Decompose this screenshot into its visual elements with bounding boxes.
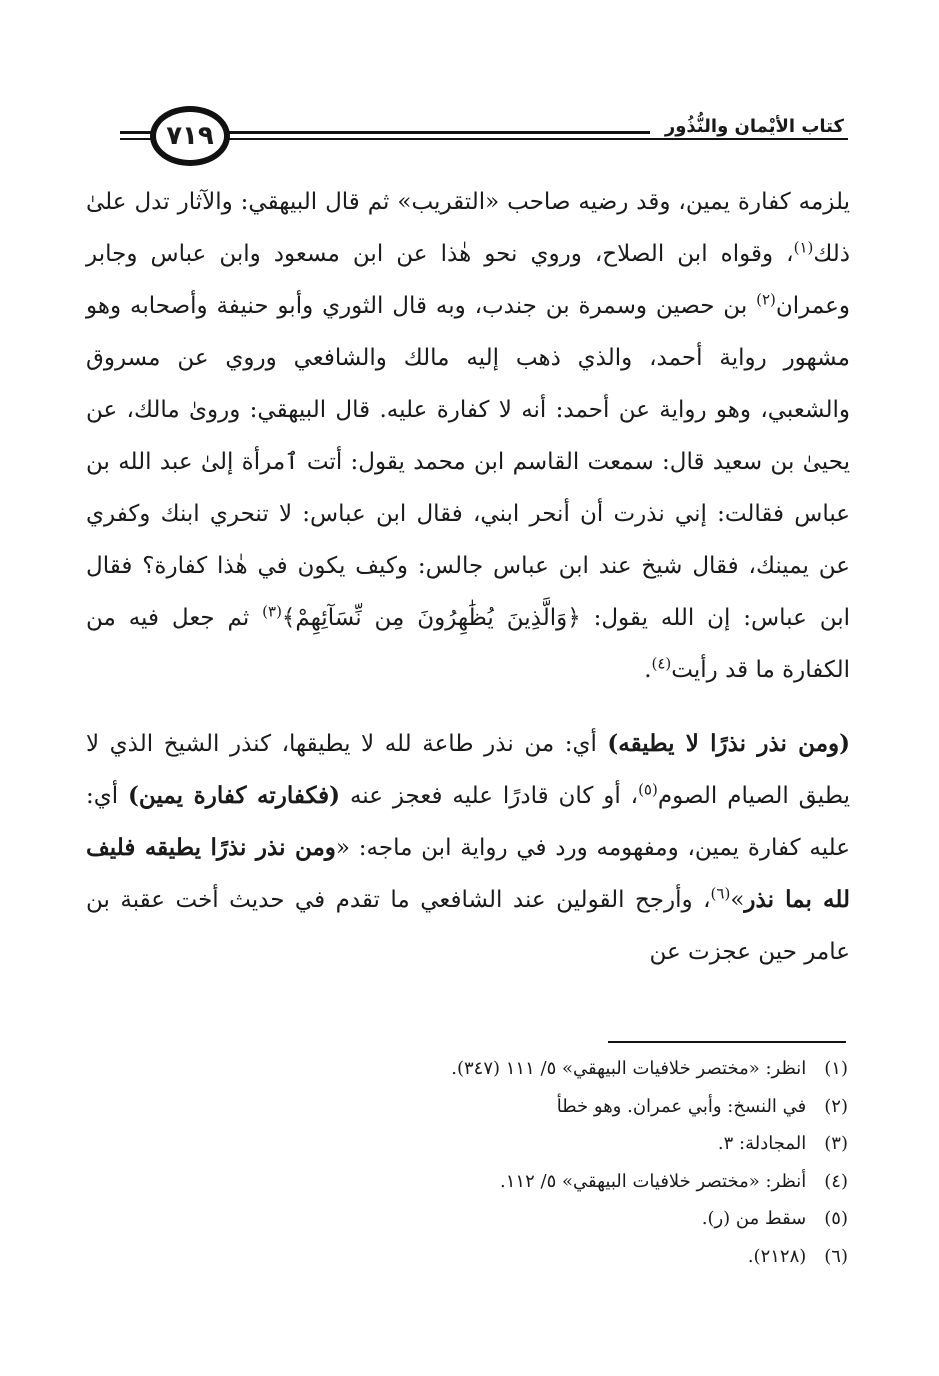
footnote-list [300,1050,848,1275]
page-number: ٧١٩ [166,121,214,151]
footnote-ref-3: (٣) [262,602,282,621]
page-number-badge [150,106,230,166]
footnote-item [300,1238,848,1276]
text-run: بن حصين وسمرة بن جندب، وبه قال الثوري وأبو حنيفة وأصحابه وهو مشهور رواية أحمد، والذي ذهب إليه مالك والشافعي وروي عن مسروق والشعبي، وهو رواية عن أحمد: أنه لا كفارة عليه. قال البيهقي: وروىٰ مالك، عن يحيىٰ بن سعيد قال: سمعت القاسم ابن محمد يقول: أتت ٱمرأة إلىٰ عبد الله بن عباس فقالت: إني نذرت أن أنحر ابني، فقال ابن عباس: لا تنحري ابنك وكفري عن يمينك، فقال شيخ عند ابن عباس جالس: وكيف يكون في هٰذا كفارة؟ فقال ابن عباس: إن الله يقول: ﴿وَالَّذِينَ يُظَٰهِرُونَ مِن نِّسَآئِهِمْ﴾ [86,293,850,631]
footnote-text: (٢١٢٨). [747,1245,807,1267]
matn-phrase: (ومن نذر نذرًا لا يطيقه) [607,730,850,757]
footnote-ref-1: (١) [793,238,814,257]
text-run: ، وقواه ابن الصلاح، وروي نحو هٰذا عن ابن مسعود وابن عباس وجابر وعمران [86,241,850,319]
footnote-item [300,1125,848,1163]
footnote-text: المجادلة: ٣. [717,1133,807,1154]
footnote-ref-6: (٦) [710,884,731,903]
matn-phrase: (فكفارته كفارة يمين) [128,782,341,809]
footnote-item [300,1200,848,1238]
footnote-text: انظر: «مختصر خلافيات البيهقي» ٥/ ١١١ (٣٤٧). [451,1058,807,1079]
paragraph-2 [86,718,850,978]
main-text [86,176,850,978]
footnote-item [300,1050,848,1088]
footnote-number: (٥) [824,1208,848,1229]
footnote-ref-5: (٥) [638,780,658,799]
footnote-ref-2: (٢) [756,290,776,309]
footnote-number: (٣) [824,1133,848,1154]
paragraph-1 [86,176,850,696]
text-run: . [644,657,652,683]
footnote-number: (٤) [824,1170,848,1192]
footnote-number: (١) [824,1058,848,1079]
header-rule-left-top [120,131,154,134]
header-rule-left-bottom [120,138,154,140]
footnote-number: (٦) [824,1245,848,1267]
hadith-quote: ومن نذر نذرًا يطيقه فليف لله بما نذر [86,834,851,913]
footnote-item [300,1088,848,1126]
footnote-text: أنظر: «مختصر خلافيات البيهقي» ٥/ ١١٢. [500,1170,807,1192]
text-run: ، أو كان قادرًا عليه فعجز عنه [340,783,639,809]
text-run: ، وأرجح القولين عند الشافعي ما تقدم في حديث أخت عقبة بن عامر حين عجزت عن [86,887,850,965]
text-run: يلزمه كفارة يمين، وقد رضيه صاحب «التقريب» ثم قال البيهقي: والآثار تدل علىٰ ذلك [86,189,850,267]
text-run: أي: عليه كفارة يمين، ومفهومه ورد في رواية ابن ماجه: « [86,783,850,861]
footnote-item [300,1163,848,1201]
text-run: ثم جعل فيه من الكفارة ما قد رأيت [86,605,850,683]
footnote-separator [608,1041,846,1043]
footnote-text: سقط من (ر). [701,1208,807,1229]
footnote-number: (٢) [824,1095,848,1117]
text-run: أي: من نذر طاعة لله لا يطيقها، كنذر الشيخ الذي لا يطيق الصيام الصوم [86,731,851,809]
footnote-text: في النسخ: وأبي عمران. وهو خطأ [556,1095,807,1117]
text-run: » [730,887,745,913]
book-title: كتاب الأيْمان والنُّذُور [650,116,850,137]
footnote-ref-4: (٤) [651,654,672,673]
header-rule-right-bottom [226,138,848,140]
